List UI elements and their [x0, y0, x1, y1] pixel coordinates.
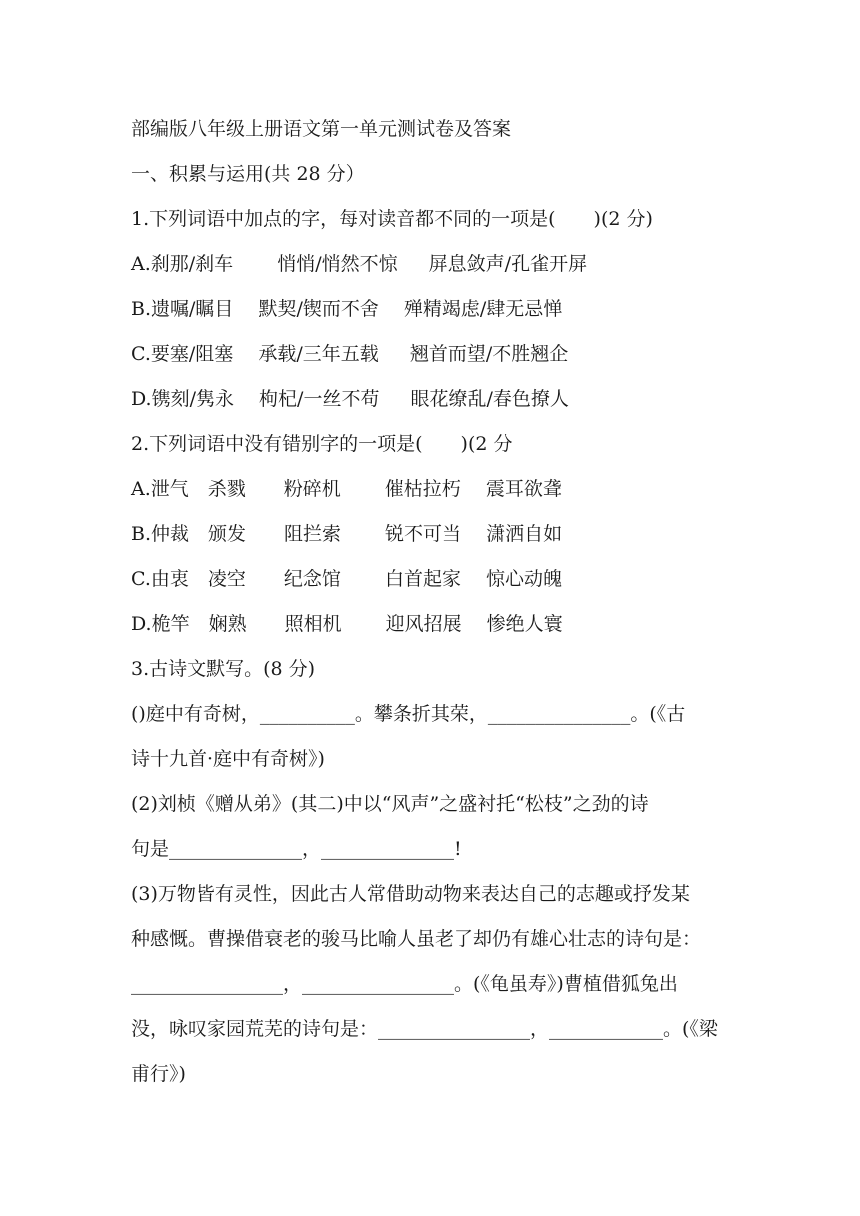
question-3-line: (2)刘桢《赠从弟》(其二)中以“风声”之盛衬托“松枝”之劲的诗 — [131, 793, 649, 815]
question-3-line: ()庭中有奇树，__________。攀条折其荣，_______________。(《古 — [131, 703, 686, 725]
question-3-line: 甫行》) — [131, 1063, 186, 1085]
question-2-option-d: D.桅竿 娴熟 照相机 迎风招展 惨绝人寰 — [131, 613, 563, 635]
question-3-line: 种感慨。曹操借衰老的骏马比喻人虽老了却仍有雄心壮志的诗句是： — [131, 928, 702, 950]
question-3-line: 诗十九首·庭中有奇树》) — [131, 748, 325, 770]
question-2-option-c: C.由衷 凌空 纪念馆 白首起家 惊心动魄 — [131, 568, 562, 590]
question-1-option-d: D.镌刻/隽永 枸杞/一丝不苟 眼花缭乱/春色撩人 — [131, 388, 569, 410]
question-2-option-a: A.泄气 杀戮 粉碎机 催枯拉朽 震耳欲聋 — [131, 478, 562, 500]
question-3-line: 没，咏叹家园荒芜的诗句是：________________，____________。(《梁 — [131, 1018, 718, 1040]
question-3-line: 句是______________，______________! — [131, 838, 462, 860]
question-1-option-c: C.要塞/阻塞 承载/三年五载 翘首而望/不胜翘企 — [131, 343, 569, 365]
question-3-line: ________________，________________。(《龟虽寿》)曹植借狐兔出 — [131, 973, 678, 995]
question-1-stem: 1.下列词语中加点的字，每对读音都不同的一项是( )(2 分) — [131, 208, 653, 230]
question-3-stem: 3.古诗文默写。(8 分) — [131, 658, 316, 680]
question-1-option-a: A.刹那/刹车 悄悄/悄然不惊 屏息敛声/孔雀开屏 — [131, 253, 588, 275]
document-title: 部编版八年级上册语文第一单元测试卷及答案 — [131, 118, 512, 140]
question-3-line: (3)万物皆有灵性，因此古人常借助动物来表达自己的志趣或抒发某 — [131, 883, 690, 905]
section-heading: 一、积累与运用(共 28 分） — [131, 163, 365, 185]
question-2-stem: 2.下列词语中没有错别字的一项是( )(2 分 — [131, 433, 513, 455]
question-1-option-b: B.遗嘱/瞩目 默契/锲而不舍 殚精竭虑/肆无忌惮 — [131, 298, 563, 320]
question-2-option-b: B.仲裁 颁发 阻拦索 锐不可当 潇洒自如 — [131, 523, 563, 545]
